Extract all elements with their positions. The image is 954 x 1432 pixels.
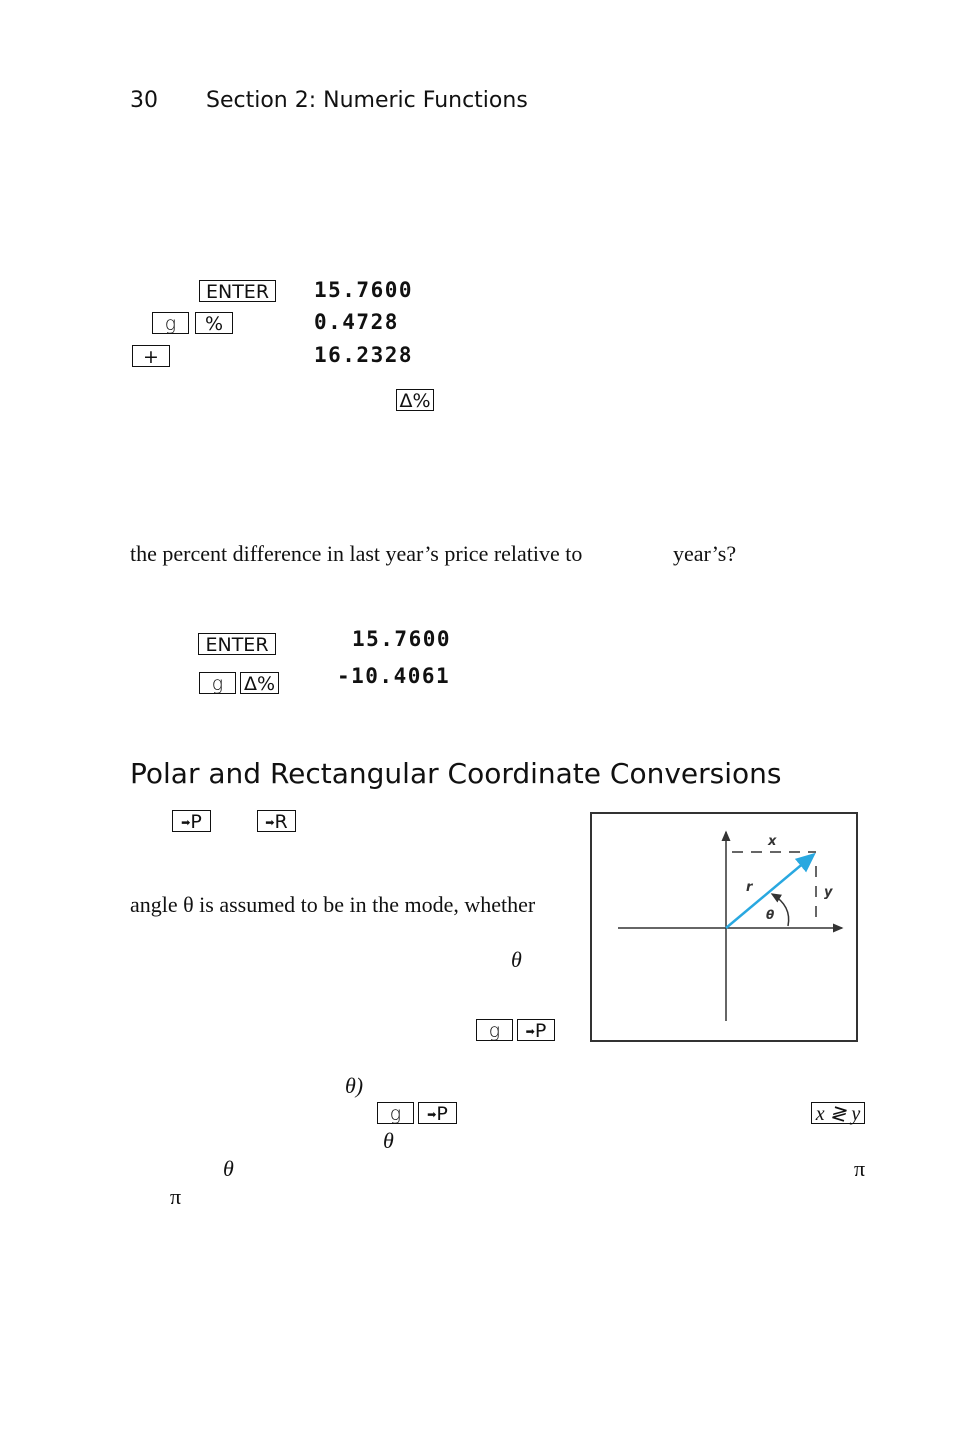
section-title: Polar and Rectangular Coordinate Conversions xyxy=(130,757,782,790)
label-theta: θ xyxy=(766,908,775,922)
theta-arc xyxy=(772,894,789,926)
section-header: Section 2: Numeric Functions xyxy=(206,88,528,113)
polar-diagram xyxy=(592,814,856,1040)
display-value: 15.7600 xyxy=(314,278,414,302)
arrow-right-icon: ➡ xyxy=(181,816,191,829)
body-text: the percent difference in last year’s price relative to xyxy=(130,541,583,566)
label-y: y xyxy=(824,885,833,900)
pi-symbol: π xyxy=(170,1184,182,1209)
theta-paren: θ) xyxy=(345,1073,364,1098)
g-key: g xyxy=(476,1019,513,1041)
enter-key: ENTER xyxy=(198,633,276,655)
body-text: year’s? xyxy=(673,541,737,566)
key-label: P xyxy=(436,1103,448,1125)
key-label: P xyxy=(534,1020,547,1042)
arrow-right-icon: ➡ xyxy=(265,816,275,829)
to-polar-key xyxy=(517,1019,555,1041)
display-value: 15.7600 xyxy=(352,627,452,651)
label-x: x xyxy=(768,834,777,849)
theta-symbol: θ xyxy=(511,947,522,972)
page-number: 30 xyxy=(130,88,158,113)
percent-key: % xyxy=(195,312,233,334)
arrow-right-icon: ➡ xyxy=(525,1025,535,1038)
enter-key: ENTER xyxy=(199,280,276,302)
key-label: R xyxy=(274,811,288,833)
label-r: r xyxy=(746,880,753,895)
delta-percent-key: Δ% xyxy=(240,672,279,694)
polar-coordinate-figure xyxy=(590,812,858,1042)
arrow-right-icon: ➡ xyxy=(427,1108,437,1121)
to-polar-key xyxy=(418,1102,457,1124)
display-value: 16.2328 xyxy=(314,343,414,367)
plus-key: + xyxy=(132,345,170,367)
theta-symbol: θ xyxy=(383,1128,394,1153)
g-key: g xyxy=(152,312,189,334)
theta-symbol: θ xyxy=(223,1156,234,1181)
display-value: 0.4728 xyxy=(314,310,399,334)
g-key: g xyxy=(377,1102,414,1124)
pi-symbol: π xyxy=(854,1156,866,1181)
g-key: g xyxy=(199,672,236,694)
display-value: -10.4061 xyxy=(337,664,451,688)
to-rect-key xyxy=(257,810,296,832)
key-label: P xyxy=(190,811,202,833)
x-exchange-y-key: x ≷ y xyxy=(811,1102,865,1124)
to-polar-key xyxy=(172,810,211,832)
body-text: angle θ is assumed to be in the mode, whether xyxy=(130,892,536,917)
delta-percent-key: Δ% xyxy=(396,389,434,411)
